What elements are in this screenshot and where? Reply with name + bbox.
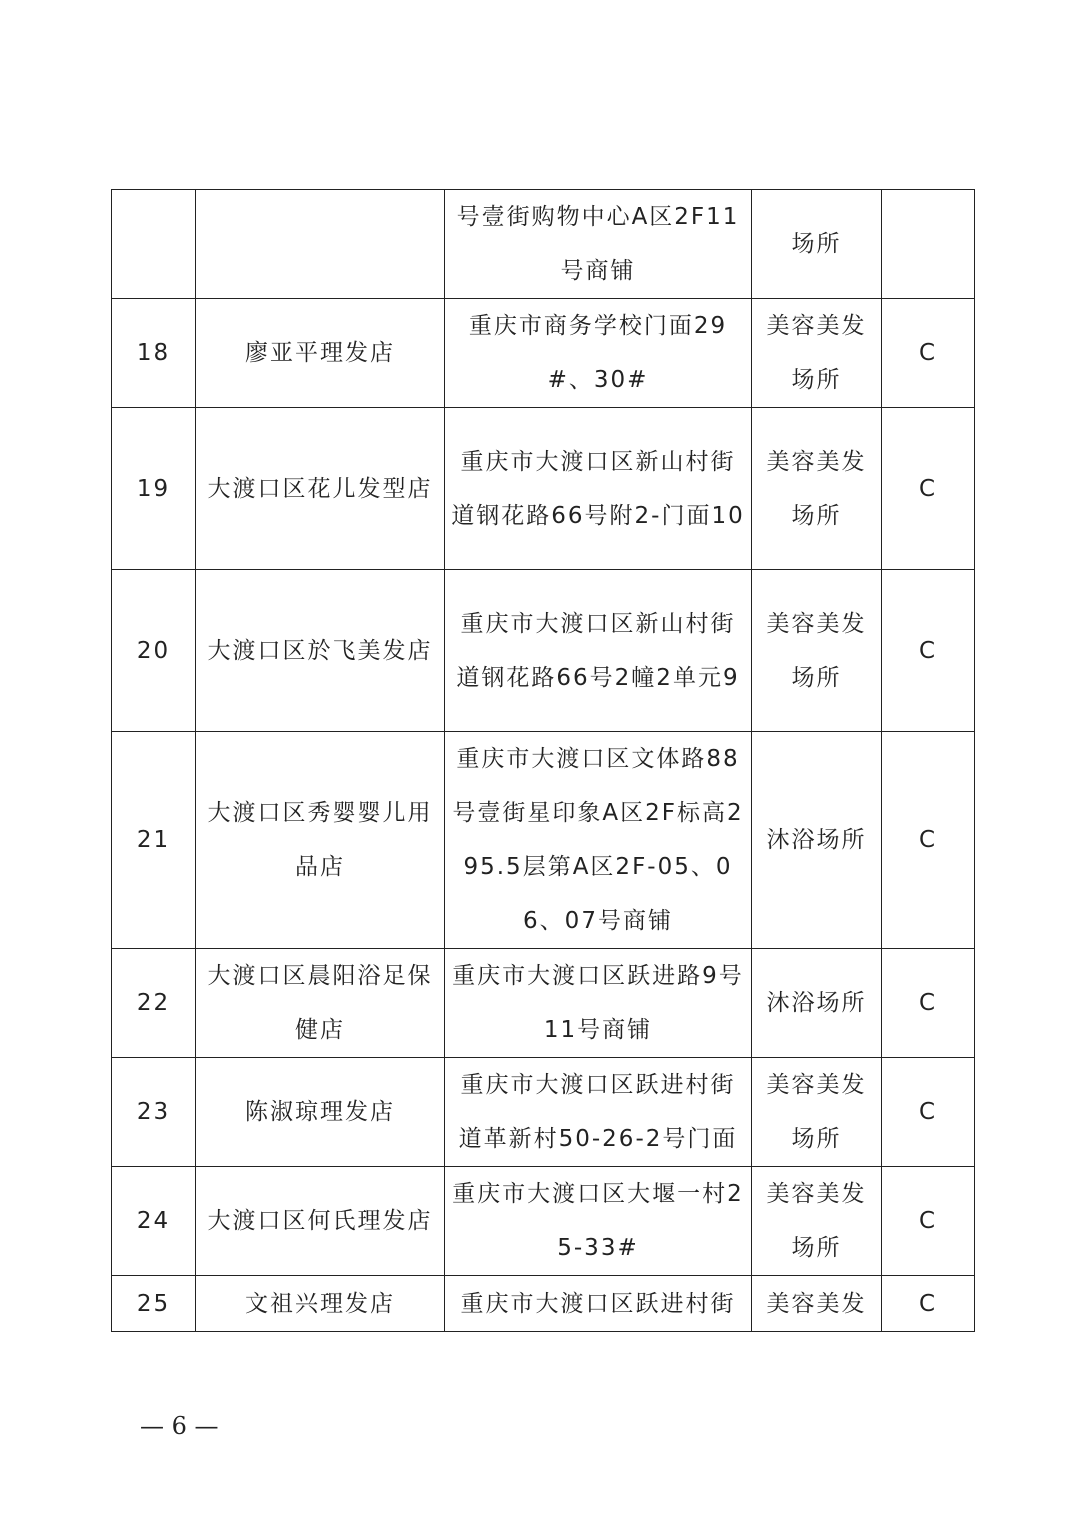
business-type: 场所: [752, 190, 882, 299]
business-grade: C: [882, 1058, 975, 1167]
business-grade: C: [882, 1167, 975, 1276]
table-row: [112, 1167, 975, 1276]
business-grade: [882, 190, 975, 299]
row-number: 23: [112, 1058, 196, 1167]
business-name: 大渡口区花儿发型店: [196, 408, 445, 570]
business-name: 陈淑琼理发店: [196, 1058, 445, 1167]
table-row: [112, 570, 975, 732]
row-number: 22: [112, 949, 196, 1058]
business-type: 美容美发场所: [752, 299, 882, 408]
business-address: 重庆市商务学校门面29#、30#: [445, 299, 752, 408]
business-grade: C: [882, 949, 975, 1058]
business-name: [196, 190, 445, 299]
business-name: 廖亚平理发店: [196, 299, 445, 408]
business-grade: C: [882, 299, 975, 408]
business-type: 美容美发场所: [752, 408, 882, 570]
business-name: 大渡口区晨阳浴足保健店: [196, 949, 445, 1058]
business-name: 大渡口区何氏理发店: [196, 1167, 445, 1276]
business-name: 大渡口区秀婴婴儿用品店: [196, 732, 445, 949]
business-address: 号壹街购物中心A区2F11号商铺: [445, 190, 752, 299]
row-number: 20: [112, 570, 196, 732]
business-name: 文祖兴理发店: [196, 1276, 445, 1332]
business-address: 重庆市大渡口区跃进路9号11号商铺: [445, 949, 752, 1058]
business-grade: C: [882, 732, 975, 949]
business-address: 重庆市大渡口区新山村街道钢花路66号2幢2单元9: [445, 570, 752, 732]
business-address: 重庆市大渡口区跃进村街: [445, 1276, 752, 1332]
table-row: [112, 949, 975, 1058]
business-type: 美容美发场所: [752, 570, 882, 732]
business-grade: C: [882, 1276, 975, 1332]
business-address: 重庆市大渡口区文体路88号壹街星印象A区2F标高295.5层第A区2F-05、06、07号商铺: [445, 732, 752, 949]
row-number: 25: [112, 1276, 196, 1332]
business-address: 重庆市大渡口区新山村街道钢花路66号附2-门面10: [445, 408, 752, 570]
table-row: [112, 732, 975, 949]
business-address: 重庆市大渡口区跃进村街道革新村50-26-2号门面: [445, 1058, 752, 1167]
row-number: 24: [112, 1167, 196, 1276]
business-table: [111, 189, 975, 1332]
business-type: 美容美发场所: [752, 1167, 882, 1276]
business-grade: C: [882, 408, 975, 570]
business-type: 美容美发: [752, 1276, 882, 1332]
row-number: 21: [112, 732, 196, 949]
table-row: [112, 299, 975, 408]
business-type: 沐浴场所: [752, 949, 882, 1058]
table-row: [112, 408, 975, 570]
table-row: [112, 1276, 975, 1332]
business-address: 重庆市大渡口区大堰一村25-33#: [445, 1167, 752, 1276]
business-type: 美容美发场所: [752, 1058, 882, 1167]
business-name: 大渡口区於飞美发店: [196, 570, 445, 732]
table-row: [112, 1058, 975, 1167]
row-number: 19: [112, 408, 196, 570]
business-type: 沐浴场所: [752, 732, 882, 949]
table-row: [112, 190, 975, 299]
row-number: [112, 190, 196, 299]
page-number: — 6 —: [140, 1412, 219, 1440]
row-number: 18: [112, 299, 196, 408]
business-grade: C: [882, 570, 975, 732]
